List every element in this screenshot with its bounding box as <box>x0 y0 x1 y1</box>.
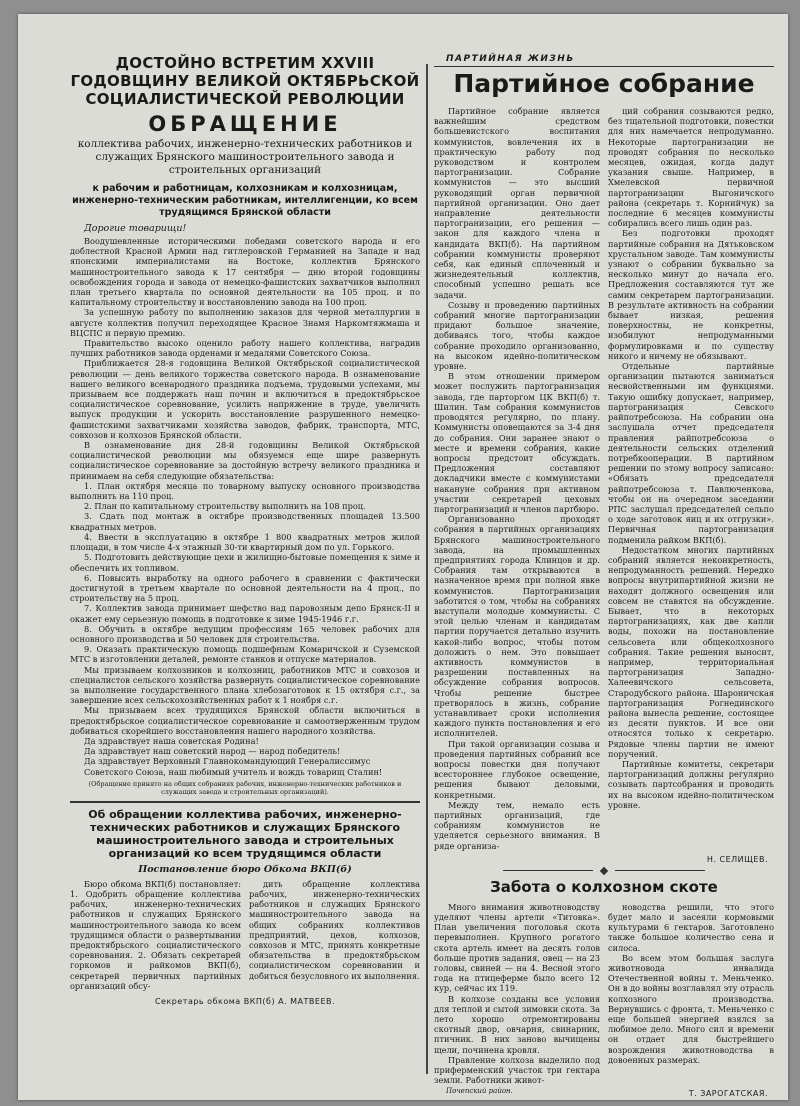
salutation: Дорогие товарищи! <box>84 223 187 234</box>
paragraph: При такой организации созыва и проведения партийных собраний все вопросы повестки дня получают всестороннее глубокое освещение, решения бывают деловыми, конкретными. <box>434 738 600 800</box>
paragraph: Без подготовки проходят партийные собрания на Дятьковском хрустальном заводе. Там коммунисты узнают о собрании буквально за несколько минут до начала его. Предложения составляются тут же самим секретарем партогранизации. В результате активность на собрании бывает низкая, решения поверхностны, не конкретны, изобилуют непродуманными формулировками и по существу никого и ничему не обязывают. <box>608 228 774 361</box>
article-author: Н. СЕЛИЩЕВ. <box>706 854 768 864</box>
article-col-1 <box>434 106 600 851</box>
appeal-body <box>70 236 420 736</box>
paragraph: Недостатком многих партийных собраний является неконкретность, непродуманность решений. Нередко вопросы внутрипартийной жизни не находят должного освещения или совсем не ставятся на обсуждение. Бывает, что в некоторых партогранизациях, как две капли воды, похожи на постановление сельсовета или общеколхозного собрания. Такие решения выносит, например, территориальная партогранизация Западно-Халеевичского сельсовета, Стародубского района. Шароничская партогранизация Рогнединского района вынесла решение, состоящее из десяти пунктов. И все они относятся только к секретарю. Рядовые члены партии не имеют поручений. <box>608 544 774 759</box>
paragraph: новодства решили, что этого будет мало и засеяли кормовыми культурами 6 гектаров. Заготовлено также большое количество сена и силоса. <box>608 901 774 953</box>
newspaper-page <box>18 14 788 1100</box>
article2-body <box>434 902 774 1086</box>
paragraph: Мы призываем колхозников и колхозниц, работников МТС и совхозов и специалистов сельского хозяйства развернуть социалистическое соревнование за выполнение государственного плана хлебозаготовок к 15 октября с.г., за завершение всех сельскохозяйственных работ к 1 ноября с.г. <box>70 664 420 706</box>
obligation: 9. Оказать практическую помощь подшефным Комаричской и Суземской МТС в изготовлении деталей, ремонте станков и отпуске материалов. <box>70 644 420 665</box>
article-col-2 <box>608 106 774 851</box>
paragraph: Организованно проходят собрания в партийных организациях Брянского машиностроительного завода, на промышленных предприятиях города Клинцов и др. Собрания там открываются в назначенное время при полной явке коммунистов. Партогранизация заботится о том, чтобы на собраниях выступали молодые коммунисты. С этой целью членам и кандидатам партии поручается детально изучить какой-либо вопрос, чтобы потом доложить о нем. Это повышает активность коммунистов в разрешении поставленных на обсуждение собрания вопросов. Чтобы решение быстрее претворялось в жизнь, собрание устанавливает сроки исполнения каждого пункта постановления и его исполнителей. <box>434 514 600 739</box>
obligation: 3. Сдать под монтаж в октябре производственных площадей 13.500 квадратных метров. <box>70 511 420 532</box>
left-column <box>70 54 420 1012</box>
slogan: Да здравствует наш советский народ — народ победитель! <box>84 746 341 757</box>
ornament-divider <box>434 868 774 874</box>
slogan: Да здравствует Верховный Главнокомандующий Генералиссимус Советского Союза, наш любимый учитель и вождь товарищ Сталин! <box>84 756 383 777</box>
paragraph: Между тем, немало есть партийных организаций, где собраниям коммунистов не уделяется серьезного внимания. В ряде организа- <box>434 799 600 851</box>
adoption-note: (Обращение принято на общих собраниях рабочих, инженерно-технических работников и служащих завода и строительных организаций). <box>88 779 402 796</box>
divider <box>70 801 420 803</box>
article2-place: Почепский район. <box>446 1087 513 1096</box>
column-divider <box>426 64 428 1074</box>
article2-author: Т. ЗАРОГАТСКАЯ. <box>688 1089 768 1099</box>
paragraph: За успешную работу по выполнению заказов для черной металлургии в августе коллектив получил переходящее Красное Знамя Наркомтяжмаша и ВЦСПС и первую премию. <box>70 307 420 338</box>
paragraph: Отдельные партийные организации пытаются заниматься несвойственными им функциями. Такую ошибку допускает, например, партогранизация Севского райпотребсоюза. На собрании она заслушала отчет председателя правления райпотребсоюза о деятельности сельских отделений потребкооперации. В партийном решении по этому вопросу записано: «Обязать председателя райпотребсоюза т. Павлюченкова, чтобы он на очередном заседании РПС заслушал председателей сельпо о ходе заготовок яиц и их отгрузки». Первичная партогранизация подменила райком ВКП(б). <box>608 361 774 545</box>
obligation: 5. Подготовить действующие цехи и жилищно-бытовые помещения к зиме и обеспечить их топливом. <box>70 552 420 573</box>
article2-title: Забота о колхозном скоте <box>490 877 718 896</box>
obligation: 2. План по капитальному строительству выполнить на 108 проц. <box>84 501 366 512</box>
article2-col-2 <box>608 902 774 1086</box>
obligation: 7. Коллектив завода принимает шефство над паровозным депо Брянск-II и окажет ему серьезную помощь в подготовке к зиме 1945-1946 г.г. <box>70 603 420 624</box>
paragraph: ций собрания созываются редко, без тщательной подготовки, повестки для них намечается непродуманно. Некоторые партогранизации не проводят собрания по несколько месяцев, ожидая, когда дадут указания свыше. Например, в Хмелевской первичной партогранизации Выгоничского района (секретарь т. Корнийчук) за последние 6 месяцев коммунисты собирались всего лишь один раз. <box>608 106 774 229</box>
paragraph: В этом отношении примером может послужить партогранизация завода, где парторгом ЦК ВКП(б) т. Шилин. Там собрания коммунистов проводятся регулярно, по плану. Коммунисты оповещаются за 3-4 дня до собрания. Они заранее знают о месте и времени собрания, какие вопросы предстоит обсуждать. Предложения составляют докладчики вместе с коммунистами накануне собрания при активном участии секретарей цеховых партогранизаций и членов партбюро. <box>434 371 600 514</box>
article-title: Партийное собрание <box>434 66 774 98</box>
resolution-body <box>70 879 420 991</box>
obligation: 6. Повысить выработку на одного рабочего в сравнении с фактически достигнутой в третьем квартале по основной деятельности на 4 проц., по строительству на 5 проц. <box>70 572 420 604</box>
appeal-addressees: к рабочим и работницам, колхозникам и колхозницам, инженерно-техническим работникам, интеллигенции, ко всем трудящимся Брянской области <box>72 183 418 218</box>
slogan: Да здравствует наша советская Родина! <box>84 735 259 746</box>
resolution-col-b: дить обращение коллектива рабочих, инженерно-технических работников и служащих Брянского машиностроительного завода на общих собраниях коллективов предприятий, цехов, колхозов, совхозов и МТС, принять конкретные обязательства в предоктябрьском социалистическом соревновании и добиться безусловного их выполнения. <box>249 878 420 981</box>
paragraph: Партийное собрание является важнейшим средством большевистского воспитания коммунистов, вовлечения их в практическую работу под руководством и контролем партогранизации. Собрание коммунистов — это высший руководящий орган первичной партийной организации. Оно дает направление деятельности партогранизации, его решения — закон для каждого члена и кандидата ВКП(б). На партийном собрании коммунисты проверяют себя, как единый сплоченный и жизнедеятельный коллектив, способный успешно решать все задачи. <box>434 106 600 300</box>
appeal-subtitle: коллектива рабочих, инженерно-технических работников и служащих Брянского машиностроительного завода и строительных организаций <box>77 138 413 176</box>
obligation: 8. Обучить в октябре ведущим профессиям 165 человек рабочих для основного производства и 50 человек для строительства. <box>70 623 420 644</box>
resolution-signature: Секретарь обкома ВКП(б) А. МАТВЕЕВ. <box>154 997 336 1006</box>
article-body <box>434 106 774 851</box>
resolution-col-a: Бюро обкома ВКП(б) постановляет: 1. Одобрить обращение коллектива рабочих, инженерно-технических работников и служащих Брянского машиностроительного завода ко всем трудящимся области о развертывании предоктябрьского социалистического соревнования. 2. Обязать секретарей горкомов и райкомов ВКП(б), секретарей первичных партийных организаций обсу- <box>70 878 241 991</box>
paragraph: Правительство высоко оценило работу нашего коллектива, наградив лучших работников завода орденами и медалями Советского Союза. <box>70 338 420 359</box>
resolution-subtitle: Постановление бюро Обкома ВКП(б) <box>138 863 352 875</box>
main-headline: ДОСТОЙНО ВСТРЕТИМ XXVIII ГОДОВЩИНУ ВЕЛИКОЙ ОКТЯБРЬСКОЙ СОЦИАЛИСТИЧЕСКОЙ РЕВОЛЮЦИИ <box>70 54 420 108</box>
resolution-title: Об обращении коллектива рабочих, инженерно-технических работников и служащих Брянского машиностроительного завода и строительных организаций ко всем трудящимся области <box>88 807 402 860</box>
paragraph: В колхозе созданы все условия для теплой и сытой зимовки скота. За лето хорошо отремонтированы скотный двор, овчарня, свинарник, птичник. В них заново вычищены щели, починена кровля. <box>434 993 600 1055</box>
appeal-title: ОБРАЩЕНИЕ <box>148 112 342 136</box>
article2-col-1 <box>434 902 600 1086</box>
section-rubric: ПАРТИЙНАЯ ЖИЗНЬ <box>446 54 575 64</box>
obligation: 4. Ввести в эксплуатацию в октябре 1 800 квадратных метров жилой площади, в том числе 4-х этажный 30-ти квартирный дом по ул. Горького. <box>70 531 420 553</box>
right-column <box>434 54 774 1100</box>
paragraph: Воодушевленные историческими победами советского народа и его доблестной Красной Армии над гитлеровской Германией на Западе и над японскими империалистами на Востоке, коллектив Брянского машиностроительного завода к 17 сентября — дню второй годовщины освобождения города и завода от немецко-фашистских захватчиков выполнил план третьего квартала по основной деятельности на 105 проц. и по капитальному строительству и восстановлению завода на 100 проц. <box>70 236 420 308</box>
obligation: 1. План октября месяца по товарному выпуску основного производства выполнить на 110 проц. <box>70 480 420 502</box>
paragraph: Правление колхоза выделило под приферменский участок три гектара земли. Работники живот- <box>434 1054 600 1086</box>
paragraph: Приближается 28-я годовщина Великой Октябрьской социалистической революции — день великого торжества советского народа. В ознаменование нашего великого всенародного праздника подъема, трудовыми успехами, мы призываем все поддержать наш почин и включиться в предоктябрьское социалистическое соревнование, усилить напряжение в труде, увеличить выпуск продукции и ускорить восстановление разрушенного немецко-фашистскими захватчиками хозяйства заводов, фабрик, транспорта, МТС, совхозов и колхозов Брянской области. <box>70 358 420 440</box>
paragraph: Во всем этом большая заслуга животновода инвалида Отечественной войны т. Меньченко. Он в до войны возглавлял эту отрасль колхозного производства. Вернувшись с фронта, т. Меньченко с еще большей энергией взялся за любимое дело. Много сил и времени он отдает для быстрейшего возрождения животноводства в довоенных размерах. <box>608 952 774 1065</box>
paragraph: В ознаменование дня 28-й годовщины Великой Октябрьской социалистической революции мы обязуемся еще шире развернуть социалистическое соревнование за достойную встречу великого праздника и принимаем на себя следующие обязательства: <box>70 440 420 481</box>
article2-footer <box>434 1085 774 1100</box>
paragraph: Много внимания животноводству уделяют члены артели «Титовка». План увеличения поголовья скота перевыполнен. Крупного рогатого скота артель имеет на десять голов больше против задания, овец — на 23 головы, свиней — на 4. Весной этого года на птицеферме было всего 12 кур, сейчас их 119. <box>434 901 600 994</box>
paragraph: Созыву и проведению партийных собраний многие партогранизации придают большое значение, добиваясь того, чтобы каждое собрание проходило организованно, на высоком идейно-политическом уровне. <box>434 299 600 372</box>
paragraph: Мы призываем всех трудящихся Брянской области включиться в предоктябрьское социалистическое соревнование и самоотверженным трудом добиваться скорейшего восстановления нашего народного хозяйства. <box>70 705 420 736</box>
paragraph: Партийные комитеты, секретари партогранизаций должны регулярно созывать партсобрания и проводить их на высоком идейно-политическом уровне. <box>608 759 774 810</box>
